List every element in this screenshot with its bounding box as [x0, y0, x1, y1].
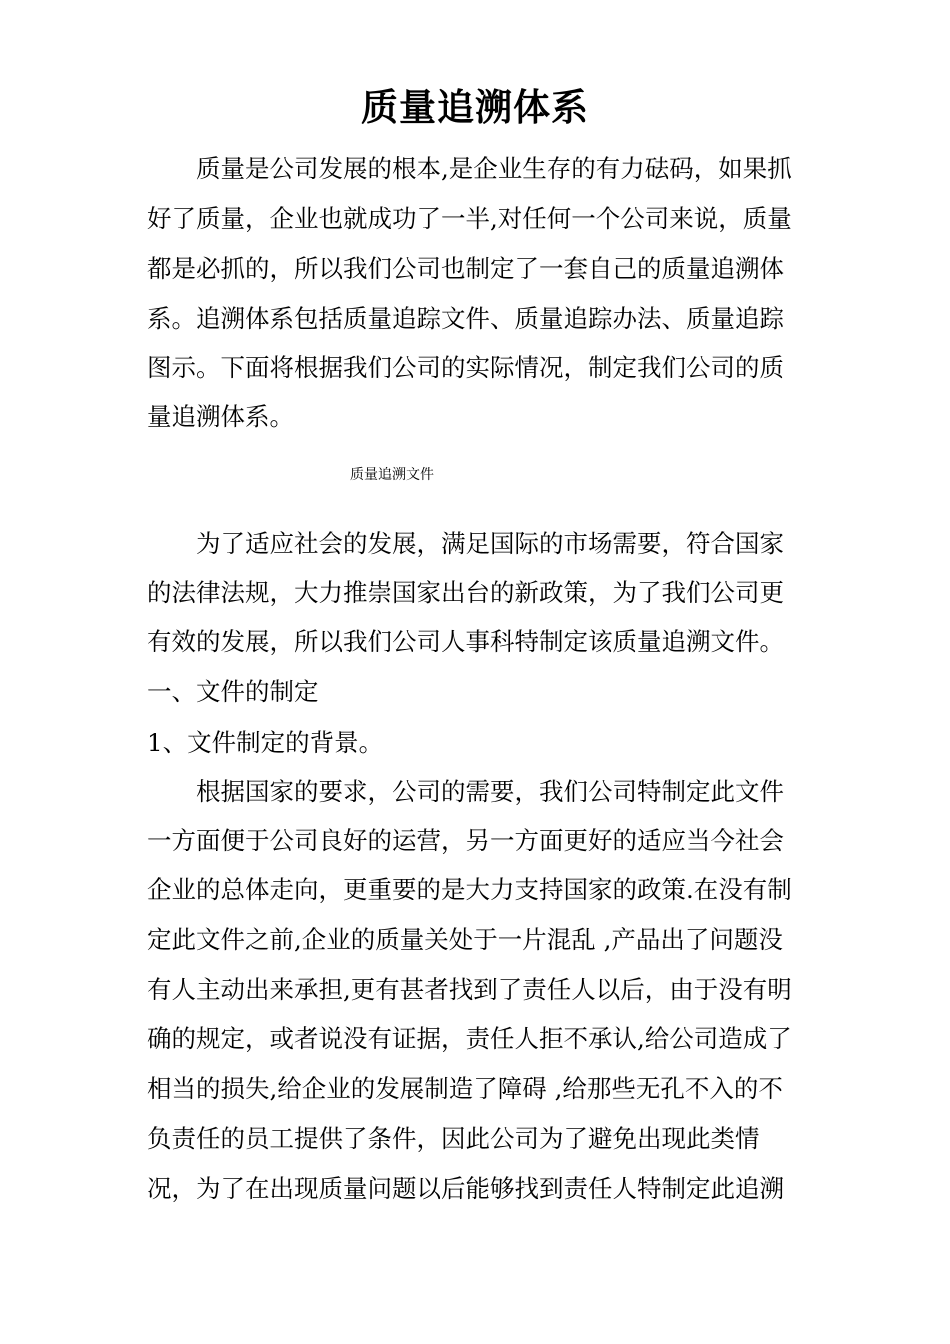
- body-line-10: 有人主动出来承担,更有甚者找到了责任人以后，由于没有明: [147, 975, 792, 1004]
- body-line-8: 企业的总体走向，更重要的是大力支持国家的政策.在没有制: [147, 875, 792, 904]
- body-line-1: 为了适应社会的发展，满足国际的市场需要，符合国家: [147, 529, 784, 558]
- intro-line-6: 量追溯体系。: [147, 402, 294, 431]
- body-line-3: 有效的发展，所以我们公司人事科特制定该质量追溯文件。: [147, 627, 784, 656]
- intro-line-2: 好了质量，企业也就成功了一半,对任何一个公司来说，质量: [147, 204, 792, 233]
- body-line-12: 相当的损失,给企业的发展制造了障碍 ,给那些无孔不入的不: [147, 1074, 783, 1103]
- body-line-7: 一方面便于公司良好的运营，另一方面更好的适应当今社会: [147, 826, 784, 855]
- section-heading-1: 一、文件的制定: [147, 677, 319, 706]
- document-title: 质量追溯体系: [361, 85, 589, 129]
- body-line-9: 定此文件之前,企业的质量关处于一片混乱 ,产品出了问题没: [147, 925, 783, 954]
- body-line-13: 负责任的员工提供了条件，因此公司为了避免出现此类情: [147, 1124, 760, 1153]
- intro-line-1: 质量是公司发展的根本,是企业生存的有力砝码，如果抓: [147, 154, 792, 183]
- intro-line-5: 图示。下面将根据我们公司的实际情况，制定我们公司的质: [147, 353, 784, 382]
- subsection-heading-1: 1、文件制定的背景。: [147, 728, 384, 757]
- section-caption: 质量追溯文件: [350, 467, 434, 483]
- body-line-14: 况，为了在出现质量问题以后能够找到责任人特制定此追溯: [147, 1174, 784, 1203]
- intro-line-3: 都是必抓的，所以我们公司也制定了一套自己的质量追溯体: [147, 254, 784, 283]
- body-line-2: 的法律法规，大力推崇国家出台的新政策，为了我们公司更: [147, 578, 784, 607]
- body-line-6: 根据国家的要求，公司的需要，我们公司特制定此文件: [147, 777, 784, 806]
- body-line-11: 确的规定，或者说没有证据，责任人拒不承认,给公司造成了: [147, 1024, 792, 1053]
- intro-line-4: 系。追溯体系包括质量追踪文件、质量追踪办法、质量追踪: [147, 304, 784, 333]
